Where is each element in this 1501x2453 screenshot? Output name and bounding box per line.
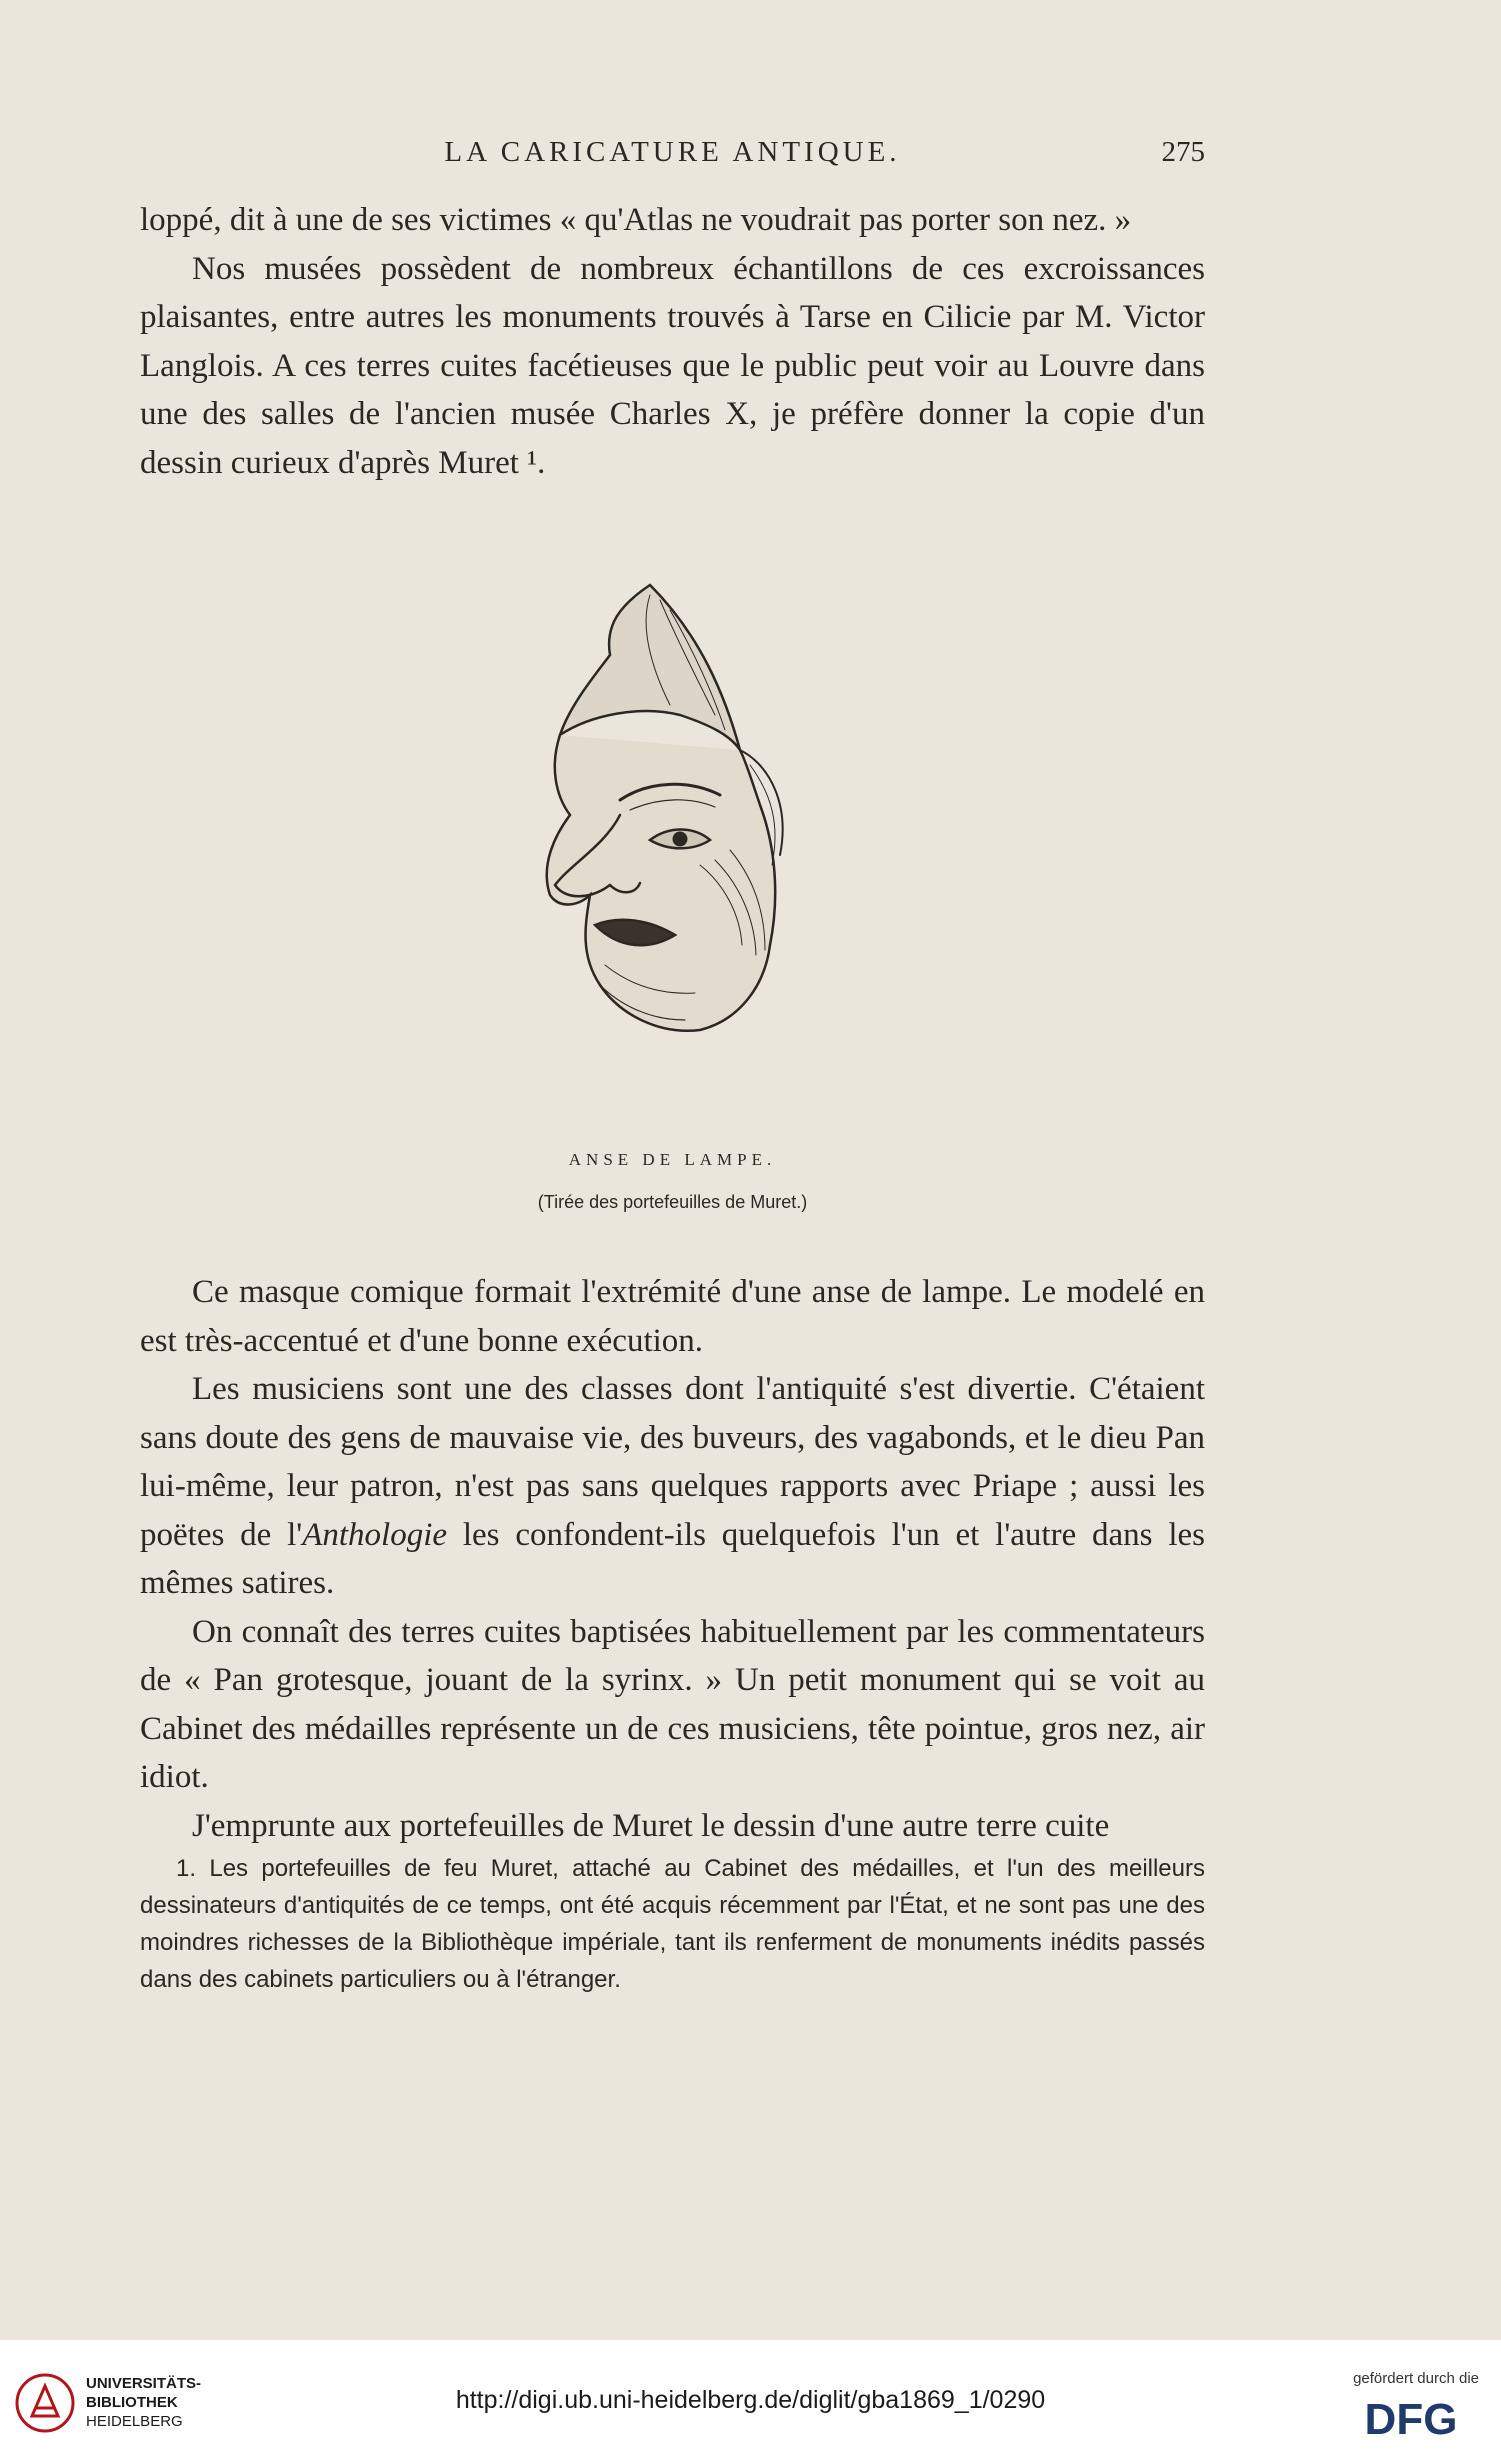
footnote-text: 1. Les portefeuilles de feu Muret, attaché au Cabinet des médailles, et l'un des meilleurs dessinateurs d'antiquités de ce temps, ont été acquis récemment par l'État, et ne sont pas une des moindres richesses de la Bibliothèque impériale, tant ils renferment de monuments inédits passés dans des cabinets particuliers ou à l'étranger. [140, 1855, 1205, 1993]
institution-name: UNIVERSITÄTS- BIBLIOTHEK HEIDELBERG [86, 2375, 202, 2430]
anthologie-title: Anthologie [302, 1516, 448, 1553]
running-title: LA CARICATURE ANTIQUE. [444, 136, 901, 168]
dfg-logo-text: DFG [1364, 2395, 1458, 2442]
page-number: 275 [1161, 136, 1205, 168]
footnote [140, 1850, 1205, 1998]
page-header [140, 132, 1205, 172]
dfg-logo-icon [1341, 2392, 1481, 2442]
anthologie-prefix: l' [287, 1516, 303, 1553]
paragraph [140, 1365, 1205, 1608]
paragraph: Nos musées possèdent de nombreux échantillons de ces excroissances plaisantes, entre autres les monuments trouvés à Tarse en Cilicie par M. Victor Langlois. A ces terres cuites facétieuses que le public peut voir au Louvre dans une des salles de l'ancien musée Charles X, je préfère donner la copie d'un dessin curieux d'après Muret ¹. [140, 250, 1205, 481]
body-text-top [140, 196, 1205, 487]
paragraph: loppé, dit à une de ses victimes « qu'Atlas ne voudrait pas porter son nez. » [140, 202, 1132, 238]
funded-by-label: gefördert durch die [1353, 2370, 1479, 2387]
permalink-url[interactable]: http://digi.ub.uni-heidelberg.de/diglit/gba1869_1/0290 [455, 2386, 1046, 2414]
body-text-bottom [140, 1268, 1205, 1850]
paragraph: On connaît des terres cuites baptisées habituellement par les commentateurs de « Pan grotesque, jouant de la syrinx. » Un petit monument qui se voit au Cabinet des médailles représente un de ces musiciens, tête pointue, gros nez, air idiot. [140, 1613, 1205, 1795]
figure-caption-title: ANSE DE LAMPE. [568, 1150, 777, 1169]
viewer-footer [0, 2340, 1501, 2453]
paragraph: J'emprunte aux portefeuilles de Muret le dessin d'une autre terre cuite [192, 1807, 1110, 1844]
figure-caption-source: (Tirée des portefeuilles de Muret.) [537, 1192, 808, 1212]
paragraph-text: Les musiciens sont une des classes dont l'antiquité s'est divertie. C'étaient sans doute des gens de mauvaise vie, des buveurs, des vagabonds, et le dieu Pan lui-même, leur patron, n'est pas sans quelques rapports avec Priape ; aussi les poëtes de [140, 1371, 1205, 1553]
anthologie-suffix: les confondent-ils quelquefois l'un et l'autre dans les mêmes satires. [140, 1516, 1206, 1601]
mask-engraving [510, 565, 830, 1145]
paragraph: Ce masque comique formait l'extrémité d'une anse de lampe. Le modelé en est très-accentué et d'une bonne exécution. [140, 1274, 1205, 1359]
figure-lamp-handle-mask [510, 565, 830, 1145]
